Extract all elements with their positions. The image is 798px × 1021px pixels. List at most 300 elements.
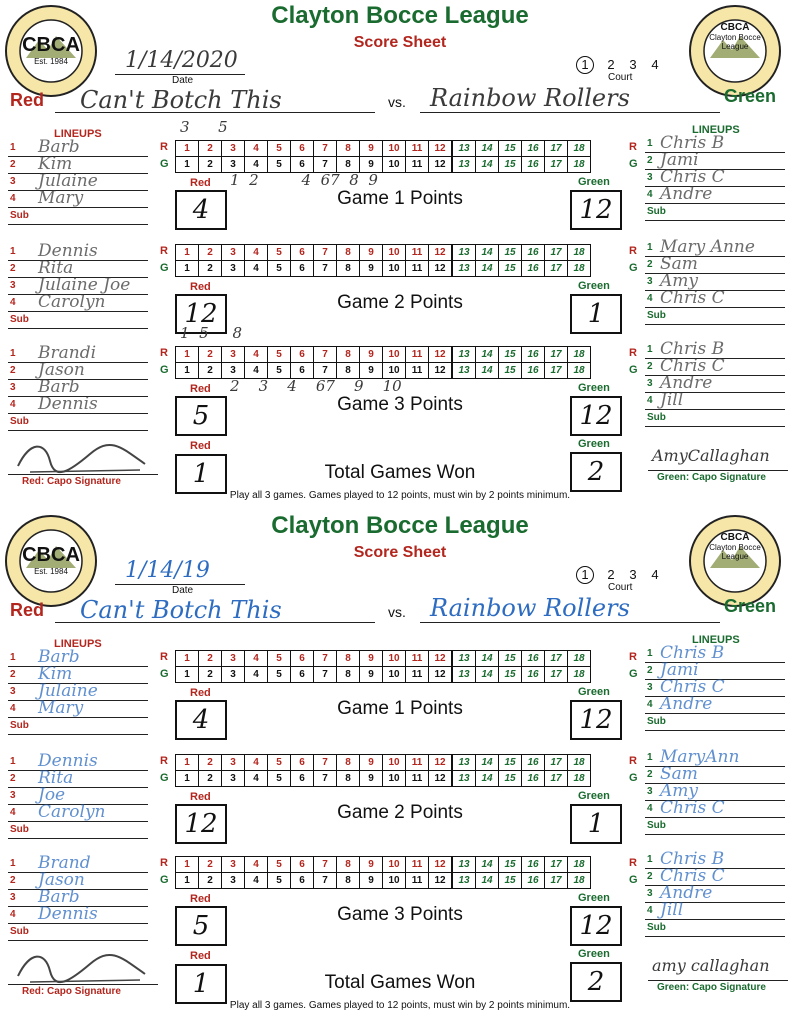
point-cell[interactable]: 6 — [291, 347, 314, 363]
point-cell[interactable]: 13 — [452, 347, 476, 363]
green-score-box[interactable]: 12 — [570, 906, 622, 946]
point-cell[interactable]: 1 — [176, 141, 199, 157]
logo-cbca-left — [4, 514, 98, 608]
score-grid — [175, 650, 591, 683]
point-cell[interactable]: 4 — [245, 347, 268, 363]
green-player-name: Chris B — [660, 849, 725, 869]
point-cell[interactable]: 13 — [452, 755, 476, 771]
point-cell[interactable]: 15 — [499, 347, 522, 363]
point-cell[interactable]: 17 — [545, 347, 568, 363]
point-cell[interactable]: 12 — [429, 261, 453, 277]
point-cell[interactable]: 12 — [429, 363, 453, 379]
point-cell[interactable]: 2 — [199, 771, 222, 787]
point-cell[interactable]: 10 — [383, 755, 406, 771]
green-lineup-number: 1 — [647, 242, 653, 253]
green-lineup-number: 3 — [647, 786, 653, 797]
green-score-box[interactable]: 12 — [570, 700, 622, 740]
point-cell[interactable]: 5 — [268, 857, 291, 873]
red-lineup-number: 4 — [10, 399, 16, 410]
point-cell[interactable]: 10 — [383, 245, 406, 261]
point-cell[interactable]: 14 — [476, 755, 499, 771]
point-cell[interactable]: 14 — [476, 141, 499, 157]
green-player-name: Chris B — [660, 643, 725, 663]
point-cell[interactable]: 9 — [360, 755, 383, 771]
point-cell[interactable]: 16 — [522, 771, 545, 787]
court-option-2[interactable]: 2 — [607, 567, 615, 582]
point-cell[interactable]: 1 — [176, 771, 199, 787]
point-cell[interactable]: 8 — [337, 857, 360, 873]
point-cell[interactable]: 7 — [314, 141, 337, 157]
red-score-box[interactable]: 4 — [175, 190, 227, 230]
point-cell[interactable]: 4 — [245, 755, 268, 771]
point-cell[interactable]: 18 — [568, 771, 591, 787]
point-cell[interactable]: 14 — [476, 261, 499, 277]
point-cell[interactable]: 2 — [199, 363, 222, 379]
green-lineup-number: 4 — [647, 699, 653, 710]
point-cell[interactable]: 1 — [176, 245, 199, 261]
point-cell[interactable]: 17 — [545, 873, 568, 889]
point-cell[interactable]: 6 — [291, 157, 314, 173]
point-cell[interactable]: 5 — [268, 261, 291, 277]
point-cell[interactable]: 18 — [568, 651, 591, 667]
point-cell[interactable]: 12 — [429, 347, 453, 363]
point-cell[interactable]: 10 — [383, 261, 406, 277]
red-score-box[interactable]: 5 — [175, 906, 227, 946]
point-cell[interactable]: 17 — [545, 857, 568, 873]
court-option-4[interactable]: 4 — [651, 57, 659, 72]
point-cell[interactable]: 10 — [383, 347, 406, 363]
point-cell[interactable]: 3 — [222, 771, 245, 787]
point-cell[interactable]: 11 — [406, 347, 429, 363]
red-box-label: Red — [190, 893, 211, 905]
point-cell[interactable]: 12 — [429, 667, 453, 683]
point-cell[interactable]: 4 — [245, 261, 268, 277]
logo-text — [688, 22, 782, 51]
point-cell[interactable]: 2 — [199, 347, 222, 363]
point-cell[interactable]: 16 — [522, 857, 545, 873]
point-cell[interactable]: 11 — [406, 157, 429, 173]
point-cell[interactable]: 5 — [268, 667, 291, 683]
green-lineup-number: 1 — [647, 344, 653, 355]
point-cell[interactable]: 13 — [452, 261, 476, 277]
point-cell[interactable]: 7 — [314, 771, 337, 787]
point-cell[interactable]: 17 — [545, 667, 568, 683]
red-score-row — [176, 245, 591, 261]
point-cell[interactable]: 7 — [314, 857, 337, 873]
point-cell[interactable]: 12 — [429, 755, 453, 771]
point-cell[interactable]: 17 — [545, 755, 568, 771]
point-cell[interactable]: 2 — [199, 157, 222, 173]
point-cell[interactable]: 6 — [291, 245, 314, 261]
point-cell[interactable]: 14 — [476, 363, 499, 379]
point-cell[interactable]: 13 — [452, 363, 476, 379]
green-lineup-number: 4 — [647, 803, 653, 814]
point-cell[interactable]: 1 — [176, 873, 199, 889]
point-cell[interactable]: 14 — [476, 651, 499, 667]
red-score-box[interactable]: 12 — [175, 804, 227, 844]
point-cell[interactable]: 15 — [499, 261, 522, 277]
point-cell[interactable]: 14 — [476, 873, 499, 889]
point-cell[interactable]: 17 — [545, 651, 568, 667]
point-cell[interactable]: 13 — [452, 873, 476, 889]
green-box-label: Green — [578, 176, 610, 188]
red-signature-scribble — [10, 436, 150, 476]
point-cell[interactable]: 3 — [222, 157, 245, 173]
red-lineup-number: 1 — [10, 858, 16, 869]
point-cell[interactable]: 7 — [314, 157, 337, 173]
point-cell[interactable]: 11 — [406, 857, 429, 873]
point-cell[interactable]: 3 — [222, 245, 245, 261]
point-cell[interactable]: 5 — [268, 363, 291, 379]
court-option-3[interactable]: 3 — [629, 57, 637, 72]
point-cell[interactable]: 14 — [476, 667, 499, 683]
point-cell[interactable]: 11 — [406, 245, 429, 261]
point-cell[interactable]: 18 — [568, 141, 591, 157]
point-cell[interactable]: 11 — [406, 363, 429, 379]
point-cell[interactable]: 2 — [199, 873, 222, 889]
point-cell[interactable]: 9 — [360, 873, 383, 889]
red-score-box[interactable]: 5 — [175, 396, 227, 436]
red-player-name: Jason — [38, 360, 85, 380]
point-cell[interactable]: 18 — [568, 245, 591, 261]
point-cell[interactable]: 3 — [222, 857, 245, 873]
point-cell[interactable]: 17 — [545, 245, 568, 261]
logo-seal-graphic — [688, 514, 782, 608]
point-cell[interactable]: 4 — [245, 157, 268, 173]
point-cell[interactable]: 1 — [176, 857, 199, 873]
green-sub-label: Sub — [647, 412, 666, 423]
point-cell[interactable]: 1 — [176, 157, 199, 173]
point-cell[interactable]: 11 — [406, 141, 429, 157]
point-cell[interactable]: 10 — [383, 651, 406, 667]
score-sheet-bottom — [0, 510, 798, 1018]
point-cell[interactable]: 8 — [337, 873, 360, 889]
point-cell[interactable]: 15 — [499, 363, 522, 379]
green-team-line — [420, 112, 720, 113]
point-cell[interactable]: 6 — [291, 667, 314, 683]
point-cell[interactable]: 1 — [176, 363, 199, 379]
point-cell[interactable]: 14 — [476, 771, 499, 787]
point-cell[interactable]: 10 — [383, 771, 406, 787]
point-cell[interactable]: 9 — [360, 771, 383, 787]
logo-cbca-right — [688, 4, 782, 98]
point-cell[interactable]: 16 — [522, 363, 545, 379]
point-cell[interactable]: 16 — [522, 347, 545, 363]
point-cell[interactable]: 9 — [360, 363, 383, 379]
green-lineup-number: 1 — [647, 648, 653, 659]
point-cell[interactable]: 11 — [406, 873, 429, 889]
point-cell[interactable]: 15 — [499, 771, 522, 787]
point-cell[interactable]: 15 — [499, 651, 522, 667]
point-cell[interactable]: 18 — [568, 347, 591, 363]
court-option-3[interactable]: 3 — [629, 567, 637, 582]
red-player-name: Rita — [38, 258, 74, 278]
point-cell[interactable]: 3 — [222, 347, 245, 363]
logo-right-line2: Clayton Bocce — [709, 33, 761, 42]
point-cell[interactable]: 2 — [199, 755, 222, 771]
point-cell[interactable]: 16 — [522, 873, 545, 889]
point-cell[interactable]: 16 — [522, 141, 545, 157]
point-cell[interactable]: 8 — [337, 363, 360, 379]
point-cell[interactable]: 8 — [337, 141, 360, 157]
page-title: Clayton Bocce League — [271, 2, 529, 29]
point-cell[interactable]: 4 — [245, 873, 268, 889]
logo-est: Est. 1984 — [34, 57, 68, 66]
point-cell[interactable]: 18 — [568, 261, 591, 277]
green-score-box[interactable]: 12 — [570, 396, 622, 436]
point-cell[interactable]: 7 — [314, 755, 337, 771]
red-team-name: Can't Botch This — [80, 86, 282, 114]
point-cell[interactable]: 7 — [314, 245, 337, 261]
point-cell[interactable]: 3 — [222, 141, 245, 157]
point-cell[interactable]: 6 — [291, 873, 314, 889]
point-cell[interactable]: 8 — [337, 771, 360, 787]
point-cell[interactable]: 5 — [268, 755, 291, 771]
point-cell[interactable]: 2 — [199, 261, 222, 277]
point-cell[interactable]: 6 — [291, 261, 314, 277]
point-cell[interactable]: 16 — [522, 651, 545, 667]
point-cell[interactable]: 18 — [568, 755, 591, 771]
point-cell[interactable]: 4 — [245, 857, 268, 873]
red-lineup-line — [8, 430, 148, 431]
point-cell[interactable]: 5 — [268, 873, 291, 889]
point-cell[interactable]: 4 — [245, 245, 268, 261]
point-cell[interactable]: 12 — [429, 857, 453, 873]
point-cell[interactable]: 7 — [314, 651, 337, 667]
point-cell[interactable]: 6 — [291, 755, 314, 771]
green-total-box[interactable]: 2 — [570, 962, 622, 1002]
point-cell[interactable]: 11 — [406, 667, 429, 683]
court-option-1[interactable]: 1 — [576, 566, 594, 584]
green-player-name: Chris C — [660, 288, 725, 308]
point-cell[interactable]: 5 — [268, 157, 291, 173]
green-sub-label: Sub — [647, 820, 666, 831]
point-cell[interactable]: 5 — [268, 245, 291, 261]
point-cell[interactable]: 10 — [383, 141, 406, 157]
point-cell[interactable]: 10 — [383, 157, 406, 173]
point-cell[interactable]: 14 — [476, 857, 499, 873]
point-cell[interactable]: 12 — [429, 157, 453, 173]
point-cell[interactable]: 9 — [360, 261, 383, 277]
point-cell[interactable]: 8 — [337, 667, 360, 683]
red-box-label: Red — [190, 383, 211, 395]
point-cell[interactable]: 1 — [176, 261, 199, 277]
red-score-box[interactable]: 12 — [175, 294, 227, 334]
green-row-letter-right: G — [629, 772, 638, 784]
point-cell[interactable]: 8 — [337, 245, 360, 261]
red-lineups-title: LINEUPS — [54, 638, 102, 650]
point-cell[interactable]: 11 — [406, 755, 429, 771]
point-cell[interactable]: 10 — [383, 363, 406, 379]
green-total-box[interactable]: 2 — [570, 452, 622, 492]
point-cell[interactable]: 17 — [545, 157, 568, 173]
point-cell[interactable]: 1 — [176, 347, 199, 363]
point-cell[interactable]: 16 — [522, 667, 545, 683]
point-cell[interactable]: 16 — [522, 157, 545, 173]
point-cell[interactable]: 17 — [545, 261, 568, 277]
point-cell[interactable]: 3 — [222, 667, 245, 683]
point-cell[interactable]: 17 — [545, 771, 568, 787]
red-total-label: Red — [190, 950, 211, 962]
green-score-box[interactable]: 12 — [570, 190, 622, 230]
point-cell[interactable]: 6 — [291, 141, 314, 157]
point-cell[interactable]: 13 — [452, 141, 476, 157]
point-cell[interactable]: 5 — [268, 771, 291, 787]
green-player-name: Andre — [660, 694, 713, 714]
point-cell[interactable]: 4 — [245, 651, 268, 667]
green-sub-label: Sub — [647, 716, 666, 727]
point-cell[interactable]: 13 — [452, 857, 476, 873]
point-cell[interactable]: 7 — [314, 347, 337, 363]
point-cell[interactable]: 8 — [337, 651, 360, 667]
point-cell[interactable]: 7 — [314, 261, 337, 277]
point-cell[interactable]: 6 — [291, 857, 314, 873]
point-cell[interactable]: 14 — [476, 157, 499, 173]
green-box-label: Green — [578, 686, 610, 698]
point-cell[interactable]: 11 — [406, 651, 429, 667]
point-cell[interactable]: 13 — [452, 667, 476, 683]
point-cell[interactable]: 3 — [222, 651, 245, 667]
green-player-name: Jill — [660, 390, 684, 410]
point-cell[interactable]: 13 — [452, 157, 476, 173]
red-score-box[interactable]: 4 — [175, 700, 227, 740]
green-lineup-number: 4 — [647, 395, 653, 406]
point-cell[interactable]: 18 — [568, 157, 591, 173]
point-cell[interactable]: 12 — [429, 771, 453, 787]
point-cell[interactable]: 2 — [199, 245, 222, 261]
point-cell[interactable]: 18 — [568, 873, 591, 889]
point-cell[interactable]: 17 — [545, 363, 568, 379]
green-score-row — [176, 363, 591, 379]
point-cell[interactable]: 15 — [499, 667, 522, 683]
point-cell[interactable]: 13 — [452, 245, 476, 261]
point-cell[interactable]: 1 — [176, 755, 199, 771]
court-option-2[interactable]: 2 — [607, 57, 615, 72]
point-cell[interactable]: 4 — [245, 771, 268, 787]
point-cell[interactable]: 9 — [360, 157, 383, 173]
point-cell[interactable]: 10 — [383, 857, 406, 873]
point-cell[interactable]: 6 — [291, 363, 314, 379]
point-cell[interactable]: 7 — [314, 873, 337, 889]
point-cell[interactable]: 16 — [522, 755, 545, 771]
point-cell[interactable]: 5 — [268, 141, 291, 157]
point-cell[interactable]: 16 — [522, 245, 545, 261]
point-cell[interactable]: 2 — [199, 857, 222, 873]
point-cell[interactable]: 18 — [568, 667, 591, 683]
point-cell[interactable]: 13 — [452, 651, 476, 667]
point-cell[interactable]: 15 — [499, 857, 522, 873]
point-cell[interactable]: 9 — [360, 651, 383, 667]
point-cell[interactable]: 4 — [245, 141, 268, 157]
point-cell[interactable]: 10 — [383, 873, 406, 889]
point-cell[interactable]: 8 — [337, 755, 360, 771]
point-cell[interactable]: 18 — [568, 857, 591, 873]
red-score-row — [176, 857, 591, 873]
point-cell[interactable]: 10 — [383, 667, 406, 683]
point-cell[interactable]: 15 — [499, 245, 522, 261]
point-cell[interactable]: 9 — [360, 347, 383, 363]
point-cell[interactable]: 1 — [176, 667, 199, 683]
point-cell[interactable]: 7 — [314, 667, 337, 683]
point-cell[interactable]: 9 — [360, 857, 383, 873]
green-score-row — [176, 157, 591, 173]
green-lineup-number: 2 — [647, 665, 653, 676]
point-cell[interactable]: 9 — [360, 667, 383, 683]
point-cell[interactable]: 14 — [476, 245, 499, 261]
court-option-1[interactable]: 1 — [576, 56, 594, 74]
green-score-box[interactable]: 1 — [570, 804, 622, 844]
point-cell[interactable]: 12 — [429, 651, 453, 667]
green-lineup-number: 3 — [647, 172, 653, 183]
green-team-name: Rainbow Rollers — [430, 594, 630, 622]
court-option-4[interactable]: 4 — [651, 567, 659, 582]
point-cell[interactable]: 3 — [222, 755, 245, 771]
point-cell[interactable]: 17 — [545, 141, 568, 157]
point-cell[interactable]: 12 — [429, 141, 453, 157]
point-cell[interactable]: 6 — [291, 651, 314, 667]
point-cell[interactable]: 13 — [452, 771, 476, 787]
red-player-name: Mary — [38, 698, 84, 718]
point-cell[interactable]: 9 — [360, 245, 383, 261]
point-cell[interactable]: 2 — [199, 667, 222, 683]
point-cell[interactable]: 7 — [314, 363, 337, 379]
point-cell[interactable]: 6 — [291, 771, 314, 787]
green-row-letter: G — [160, 262, 169, 274]
point-cell[interactable]: 9 — [360, 141, 383, 157]
point-cell[interactable]: 16 — [522, 261, 545, 277]
point-cell[interactable]: 8 — [337, 157, 360, 173]
point-cell[interactable]: 5 — [268, 651, 291, 667]
point-cell[interactable]: 8 — [337, 261, 360, 277]
red-player-name: Julaine — [38, 681, 98, 701]
point-cell[interactable]: 2 — [199, 141, 222, 157]
point-cell[interactable]: 15 — [499, 157, 522, 173]
point-cell[interactable]: 8 — [337, 347, 360, 363]
red-lineup-number: 3 — [10, 790, 16, 801]
point-cell[interactable]: 3 — [222, 261, 245, 277]
green-score-box[interactable]: 1 — [570, 294, 622, 334]
point-cell[interactable]: 15 — [499, 755, 522, 771]
red-player-name: Dennis — [38, 394, 98, 414]
point-cell[interactable]: 5 — [268, 347, 291, 363]
point-cell[interactable]: 12 — [429, 245, 453, 261]
red-total-box[interactable]: 1 — [175, 964, 227, 1004]
game-points-label: Game 3 Points — [337, 904, 463, 925]
green-score-row — [176, 667, 591, 683]
red-lineup-number: 3 — [10, 382, 16, 393]
green-player-name: Jami — [660, 150, 699, 170]
green-player-name: Chris B — [660, 339, 725, 359]
red-lineup-number: 4 — [10, 297, 16, 308]
point-cell[interactable]: 14 — [476, 347, 499, 363]
point-cell[interactable]: 1 — [176, 651, 199, 667]
point-cell[interactable]: 11 — [406, 771, 429, 787]
point-cell[interactable]: 15 — [499, 141, 522, 157]
point-cell[interactable]: 4 — [245, 667, 268, 683]
point-cell[interactable]: 2 — [199, 651, 222, 667]
point-cell[interactable]: 12 — [429, 873, 453, 889]
red-lineup-number: 1 — [10, 246, 16, 257]
point-cell[interactable]: 3 — [222, 873, 245, 889]
red-lineup-line — [8, 224, 148, 225]
point-cell[interactable]: 11 — [406, 261, 429, 277]
point-cell[interactable]: 4 — [245, 363, 268, 379]
red-total-box[interactable]: 1 — [175, 454, 227, 494]
point-cell[interactable]: 18 — [568, 363, 591, 379]
vs-label: vs. — [388, 94, 406, 110]
point-cell[interactable]: 3 — [222, 363, 245, 379]
point-cell[interactable]: 15 — [499, 873, 522, 889]
